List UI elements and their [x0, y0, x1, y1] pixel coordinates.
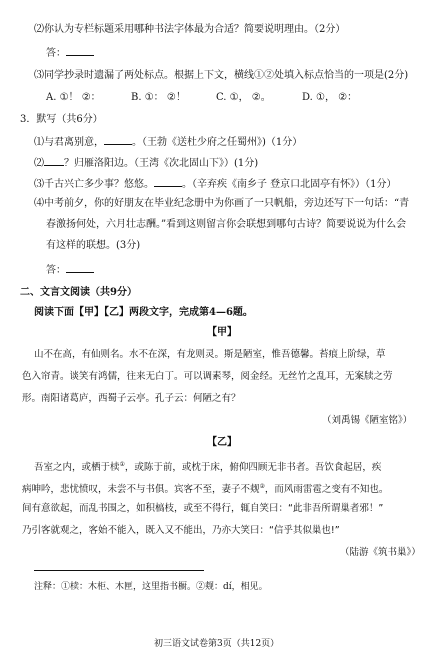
- recite-2-suffix: ？归雁洛阳边。（王湾《次北固山下》）(1分): [64, 158, 259, 169]
- recite-3-prefix: ⑶千古兴亡多少事？悠悠。: [34, 179, 154, 190]
- recite-4-answer-blank: [66, 262, 94, 273]
- recite-line-1: [34, 134, 302, 150]
- yi-line-1-text: 吾室之内，或栖于椟: [34, 462, 120, 474]
- passage-yi-source: （陆游《筑书巢》）: [340, 547, 421, 558]
- q2-answer-line: [46, 45, 94, 61]
- q2-question: ⑵你认为专栏标题采用哪种书法字体最为合适？简要说明理由。（2分）: [34, 24, 346, 35]
- page-footer: 初三语文试卷第3页（共12页）: [154, 639, 280, 649]
- recite-1-blank: [104, 134, 132, 145]
- q3-option-d: D. ①， ②：: [302, 92, 358, 103]
- footnote: 注释：①椟：木柜、木匣，这里指书橱。②觌：dí，相见。: [34, 582, 268, 592]
- recite-line-3: [34, 176, 397, 192]
- q3-option-c: C. ①， ②。: [216, 92, 271, 103]
- recite-4-answer-line: [46, 262, 94, 278]
- recite-3-suffix: 。（辛弃疾《南乡子 登京口北固亭有怀》）（1分）: [182, 179, 397, 190]
- note-ref-2: ②: [259, 483, 265, 490]
- note-ref-1: ①: [119, 461, 125, 468]
- recite-4-line-2: 春激扬何处，六月壮志酬。”看到这则留言你会联想到哪句古诗？简要说说为什么会: [46, 219, 407, 230]
- section3-heading: 3．默写（共6分）: [20, 114, 103, 125]
- recite-4-line-3: 有这样的联想。(3分): [46, 240, 141, 251]
- passage-yi-title: 【乙】: [207, 437, 237, 448]
- yi-line-2-text: 病呻吟，悲忧愤叹，未尝不与书俱。宾客不至，妻子不觌: [22, 484, 260, 496]
- passage-yi-line-1: [34, 458, 381, 475]
- recite-1-prefix: ⑴与君离别意，: [34, 137, 104, 148]
- q3-question: ⑶同学抄录时遗漏了两处标点。根据上下文，横线①②处填入标点恰当的一项是(2分): [34, 70, 409, 81]
- passage-jia-line-1: 山不在高，有仙则名。水不在深，有龙则灵。斯是陋室，惟吾德馨。苔痕上阶绿，草: [34, 349, 386, 360]
- recite-4-answer-label: 答：: [46, 265, 66, 276]
- yi-line-2-rest: ，而风雨雷雹之变有不知也。: [264, 484, 389, 496]
- passage-jia-line-2: 色入帘青。谈笑有鸿儒，往来无白丁。可以调素琴，阅金经。无丝竹之乱耳，无案牍之劳: [22, 371, 393, 382]
- passage-yi-line-4: 乃引客就观之，客始不能入，既入又不能出，乃亦大笑曰：“信乎其似巢也!”: [22, 525, 340, 536]
- notes-divider: [34, 570, 204, 571]
- passage-jia-line-3: 形。南阳诸葛庐，西蜀子云亭。孔子云：何陋之有？: [22, 393, 241, 404]
- yi-line-1-rest: ，或陈于前，或枕于床，俯仰四顾无非书者。吾饮食起居，疾: [124, 462, 382, 474]
- recite-4-line-1: ⑷中考前夕，你的好朋友在毕业纪念册中为你画了一只帆船，旁边还写下一句话：“青: [34, 198, 410, 209]
- recite-3-blank: [154, 176, 182, 187]
- recite-1-suffix: 。（王勃《送杜少府之任蜀州》)（1分）: [132, 137, 303, 148]
- passage-jia-title: 【甲】: [207, 327, 237, 338]
- passage-jia-source: （刘禹锡《陋室铭》）: [322, 415, 413, 426]
- q3-option-b: B. ①： ②！: [131, 92, 186, 103]
- recite-2-blank: [44, 155, 64, 166]
- recite-2-prefix: ⑵: [34, 158, 44, 169]
- q2-answer-blank: [66, 45, 94, 56]
- passage-yi-line-3: 间有意欲起，而乱书围之，如积槁枝，或至不得行，辄自笑曰：“此非吾所谓巢者邪！”: [22, 503, 384, 514]
- recite-line-2: [34, 155, 258, 171]
- part2-instruction: 阅读下面【甲】【乙】两段文字，完成第4—6题。: [34, 307, 253, 318]
- q2-answer-label: 答：: [46, 48, 66, 59]
- q3-option-a: A. ①！ ②：: [46, 92, 101, 103]
- passage-yi-line-2: [22, 480, 388, 497]
- part2-heading: 二、文言文阅读（共9分）: [20, 287, 137, 298]
